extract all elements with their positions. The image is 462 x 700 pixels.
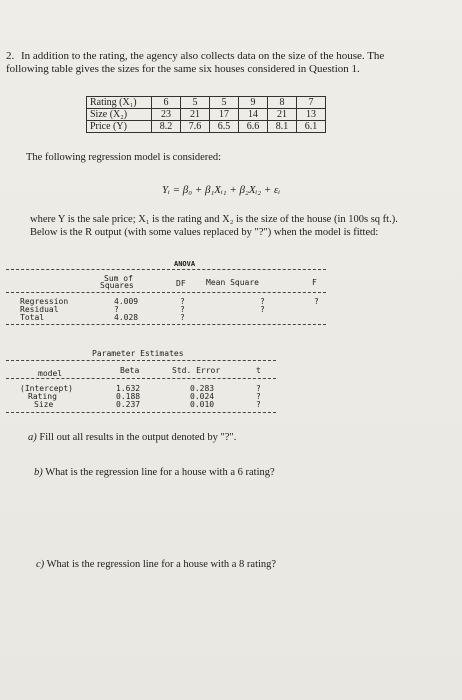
table-cell: 6.5 [210,121,239,133]
question-b [34,467,275,478]
table-cell: 6.1 [297,121,326,133]
params-col-beta: Beta [120,366,140,375]
anova-label-cell: Total [20,313,45,322]
table-row-label: Rating (X₁) [87,97,152,109]
anova-col-ms: Mean Square [206,278,259,287]
anova-col-df: DF [176,279,186,288]
params-top-rule [6,360,276,361]
anova-df-cell: ? [180,313,185,322]
table-row [87,97,326,109]
table-cell: 6 [152,97,181,109]
question-b-text: What is the regression line for a house with a 6 rating? [45,467,275,478]
anova-ms-cell: ? [260,297,265,306]
anova-ss-cell: ? [114,305,119,314]
table-cell: 8.2 [152,121,181,133]
params-col-t: t [256,366,261,375]
question-b-label: b) [34,467,43,478]
house-data-table [86,96,326,133]
anova-col-sum: Sum of [104,274,133,283]
table-cell: 9 [239,97,268,109]
params-col-model: model [38,369,63,378]
anova-df-cell: ? [180,297,185,306]
param-beta-cell: 0.237 [116,400,141,409]
param-t-cell: ? [256,392,261,401]
param-se-cell: 0.010 [190,400,215,409]
question-c [36,559,276,570]
question-a-text: Fill out all results in the output denoted by "?". [39,432,237,443]
where-text: where Y is the sale price; X₁ is the rating and X₂ is the size of the house (in 100s sq ft.). Below is the R output (with some values replaced by "?") when the model is fitted: [30,214,398,238]
param-label-cell: Rating [28,392,57,401]
anova-bottom-rule [6,324,326,325]
anova-label-cell: Regression [20,297,69,306]
param-se-cell: 0.024 [190,392,215,401]
anova-ss-cell: 4.028 [114,313,139,322]
params-mid-rule [6,378,276,379]
question-c-text: What is the regression line for a house with a 8 rating? [46,559,277,570]
table-cell: 13 [297,109,326,121]
model-intro: The following regression model is considered: [26,152,222,163]
table-cell: 5 [210,97,239,109]
params-col-se: Std. Error [172,366,221,375]
table-cell: 17 [210,109,239,121]
anova-ms-cell: ? [260,305,265,314]
table-cell: 5 [181,97,210,109]
table-cell: 6.6 [239,121,268,133]
param-beta-cell: 0.188 [116,392,141,401]
param-t-cell: ? [256,400,261,409]
table-cell: 8 [268,97,297,109]
param-label-cell: Size [34,400,54,409]
question-c-label: c) [36,559,45,570]
param-t-cell: ? [256,384,261,393]
param-se-cell: 0.283 [190,384,215,393]
anova-top-rule [6,269,326,270]
table-row-label: Size (X₂) [87,109,152,121]
anova-ss-cell: 4.009 [114,297,139,306]
params-title: Parameter Estimates [92,349,184,358]
param-label-cell: (Intercept) [20,384,73,393]
table-cell: 7.6 [181,121,210,133]
table-row-label: Price (Y) [87,121,152,133]
model-equation: Yᵢ = β₀ + β₁Xᵢ₁ + β₂Xᵢ₂ + εᵢ [162,184,281,196]
params-bottom-rule [6,412,276,413]
table-row [87,121,326,133]
table-cell: 8.1 [268,121,297,133]
anova-col-sum2: Squares [100,281,134,290]
table-cell: 21 [268,109,297,121]
anova-f-cell: ? [314,297,319,306]
question-intro [6,50,406,76]
table-cell: 14 [239,109,268,121]
anova-title: ANOVA [174,260,196,268]
anova-label-cell: Residual [20,305,59,314]
anova-mid-rule [6,292,326,293]
anova-df-cell: ? [180,305,185,314]
table-cell: 21 [181,109,210,121]
table-cell: 7 [297,97,326,109]
param-beta-cell: 1.632 [116,384,141,393]
table-cell: 23 [152,109,181,121]
intro-text: In addition to the rating, the agency also collects data on the size of the house. The following table gives the sizes for the same six houses considered in Question 1. [6,50,385,75]
question-a-label: a) [28,432,37,443]
anova-col-f: F [312,278,317,287]
question-number: 2. [6,50,15,62]
question-a [28,432,236,443]
table-row [87,109,326,121]
